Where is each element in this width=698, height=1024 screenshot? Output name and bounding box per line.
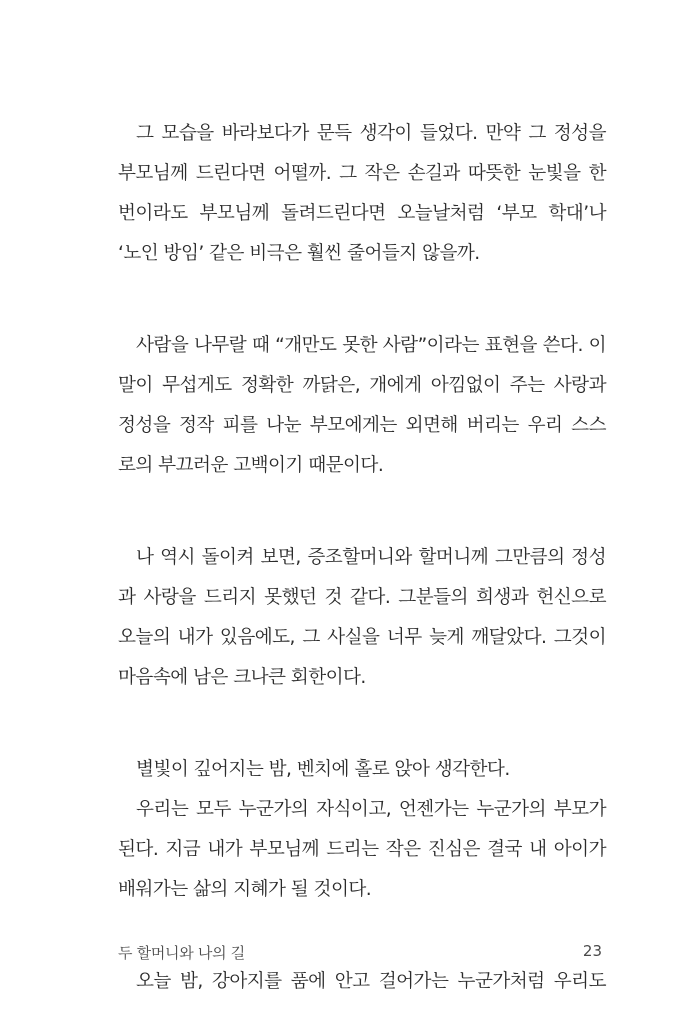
paragraph-2-line-1: 사람을 나무랄 때 “개만도 못한 사람”이라는 표현을 쓴다. 이 [136, 335, 606, 356]
paragraph-3-line-2: 과 사랑을 드리지 못했던 것 같다. 그분들의 희생과 헌신으로 [118, 587, 606, 608]
paragraph-gap [118, 698, 606, 750]
paragraph-3-line-1: 나 역시 돌이켜 보면, 증조할머니와 할머니께 그만큼의 정성 [136, 547, 606, 568]
paragraph-gap [118, 486, 606, 538]
paragraph-4-line-4: 배워가는 삶의 지혜가 될 것이다. [118, 879, 372, 900]
paragraph-4-line-3: 된다. 지금 내가 부모님께 드리는 작은 진심은 결국 내 아이가 [118, 839, 606, 860]
paragraph-1-line-4: ‘노인 방임’ 같은 비극은 훨씬 줄어들지 않을까. [118, 243, 480, 264]
paragraph-3-line-4: 마음속에 남은 크나큰 회한이다. [118, 667, 366, 688]
body-text [118, 114, 606, 1002]
running-footer-title: 두 할머니와 나의 길 [118, 944, 245, 962]
paragraph-1-line-3: 번이라도 부모님께 돌려드린다면 오늘날처럼 ‘부모 학대’나 [118, 203, 606, 224]
page-number: 23 [582, 942, 602, 960]
paragraph-4-line-1: 별빛이 깊어지는 밤, 벤치에 홀로 앉아 생각한다. [136, 759, 510, 780]
paragraph-5-line-1: 오늘 밤, 강아지를 품에 안고 걸어가는 누군가처럼 우리도 [136, 971, 606, 992]
paragraph-2-line-2: 말이 무섭게도 정확한 까닭은, 개에게 아낌없이 주는 사랑과 [118, 375, 606, 396]
paragraph-2-line-3: 정성을 정작 피를 나눈 부모에게는 외면해 버리는 우리 스스 [118, 415, 606, 436]
paragraph-gap [118, 274, 606, 326]
paragraph-4-line-2: 우리는 모두 누군가의 자식이고, 언젠가는 누군가의 부모가 [136, 799, 606, 820]
paragraph-3-line-3: 오늘의 내가 있음에도, 그 사실을 너무 늦게 깨달았다. 그것이 [118, 627, 606, 648]
paragraph-1-line-2: 부모님께 드린다면 어떨까. 그 작은 손길과 따뜻한 눈빛을 한 [118, 163, 606, 184]
paragraph-1-line-1: 그 모습을 바라보다가 문득 생각이 들었다. 만약 그 정성을 [136, 123, 606, 144]
paragraph-2-line-4: 로의 부끄러운 고백이기 때문이다. [118, 455, 384, 476]
